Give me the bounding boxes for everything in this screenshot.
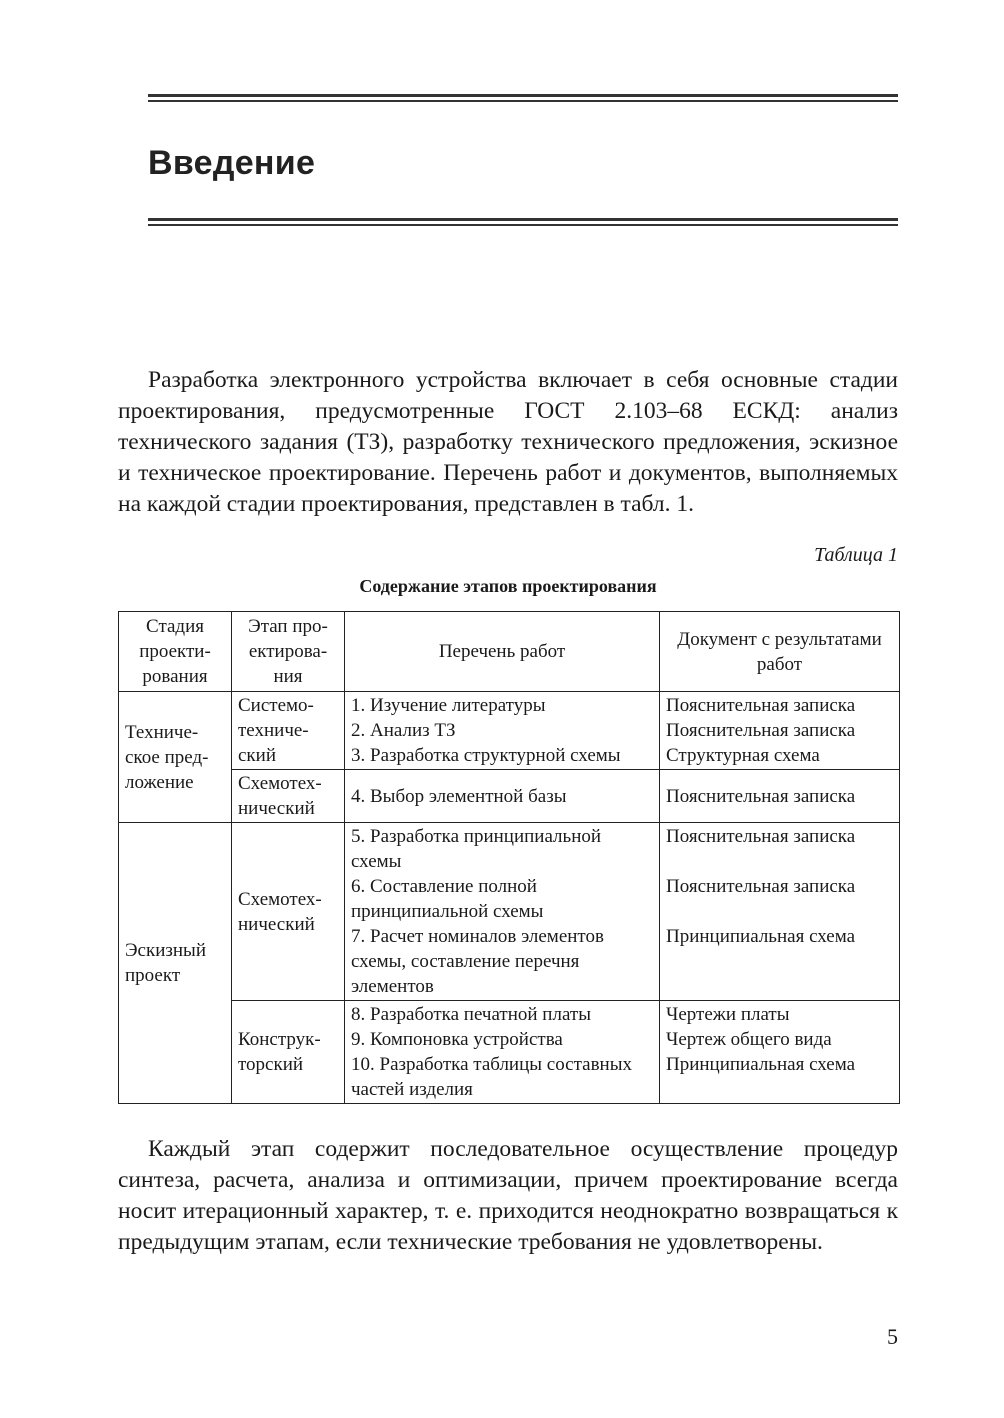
phase-name: Схемотех-нический [238, 773, 322, 819]
work-item: 7. Расчет номиналов элементов схемы, составление перечня элементов [351, 926, 604, 997]
chapter-title: Введение [148, 144, 316, 182]
top-double-rule-thin [148, 100, 898, 102]
stage-cell [119, 823, 232, 1104]
documents-cell [660, 770, 900, 823]
document-item: Пояснительная записка [666, 876, 856, 897]
bottom-double-rule-thin [148, 224, 898, 226]
table-row [119, 1001, 900, 1104]
phase-cell [232, 770, 345, 823]
phase-name: Схемотех-нический [238, 888, 322, 935]
document-item: Чертеж общего вида [666, 1029, 832, 1050]
work-item: 9. Компоновка устройства [351, 1029, 563, 1050]
header-stage: Стадия проекти-рования [119, 612, 232, 692]
header-document: Документ с результатами работ [660, 612, 900, 692]
documents-cell [660, 823, 900, 1001]
table-row [119, 692, 900, 770]
document-item: Принципиальная схема [666, 1054, 856, 1075]
table-label: Таблица 1 [814, 544, 898, 566]
documents-cell [660, 692, 900, 770]
document-item: Чертежи платы [666, 1004, 790, 1025]
top-double-rule-thick [148, 94, 898, 97]
stage-name: Техниче-ское пред-ложение [125, 721, 209, 793]
table-row [119, 770, 900, 823]
table-title: Содержание этапов проектирования [359, 576, 657, 596]
works-cell [345, 823, 660, 1001]
phase-cell [232, 692, 345, 770]
phase-name: Конструк-торский [238, 1029, 321, 1075]
document-item: Пояснительная записка [666, 695, 856, 716]
document-item: Пояснительная записка [666, 785, 856, 807]
intro-paragraph: Разработка электронного устройства включает в себя основные стадии проектирования, предусмотренные ГОСТ 2.103–68 ЕСКД: анализ технического задания (ТЗ), разработку технического предложения, эскизное и техническое проектирование. Перечень работ и документов, выполняемых на каждой стадии проектирования, представлен в табл. 1. [118, 367, 898, 517]
work-item: 5. Разработка принципиальной схемы [351, 826, 602, 872]
work-item: 1. Изучение литературы [351, 695, 546, 716]
stage-name: Эскизный проект [125, 940, 206, 986]
work-item: 4. Выбор элементной базы [351, 785, 567, 807]
documents-cell [660, 1001, 900, 1104]
header-works: Перечень работ [345, 612, 660, 692]
bottom-double-rule-thick [148, 218, 898, 221]
document-item: Пояснительная записка [666, 826, 856, 847]
document-item: Принципиальная схема [666, 926, 856, 947]
design-stages-table [118, 611, 900, 1104]
document-item: Пояснительная записка [666, 720, 856, 741]
work-item: 8. Разработка печатной платы [351, 1004, 591, 1025]
phase-cell [232, 1001, 345, 1104]
page-number: 5 [887, 1324, 898, 1349]
work-item: 6. Составление полной принципиальной схемы [351, 876, 544, 922]
phase-name: Системо-техниче-ский [238, 695, 314, 766]
table-row [119, 823, 900, 1001]
works-cell [345, 770, 660, 823]
stage-cell [119, 692, 232, 823]
table-header-row [119, 612, 900, 692]
document-item: Структурная схема [666, 745, 820, 766]
work-item: 2. Анализ ТЗ [351, 720, 456, 741]
header-phase: Этап про-ектирова-ния [232, 612, 345, 692]
work-item: 10. Разработка таблицы составных частей изделия [351, 1054, 632, 1100]
works-cell [345, 1001, 660, 1104]
phase-cell [232, 823, 345, 1001]
closing-paragraph: Каждый этап содержит последовательное осуществление процедур синтеза, расчета, анализа и оптимизации, причем проектирование всегда носит итерационный характер, т. е. приходится неоднократно возвращаться к предыдущим этапам, если технические требования не удовлетворены. [118, 1136, 898, 1255]
works-cell [345, 692, 660, 770]
work-item: 3. Разработка структурной схемы [351, 745, 621, 766]
